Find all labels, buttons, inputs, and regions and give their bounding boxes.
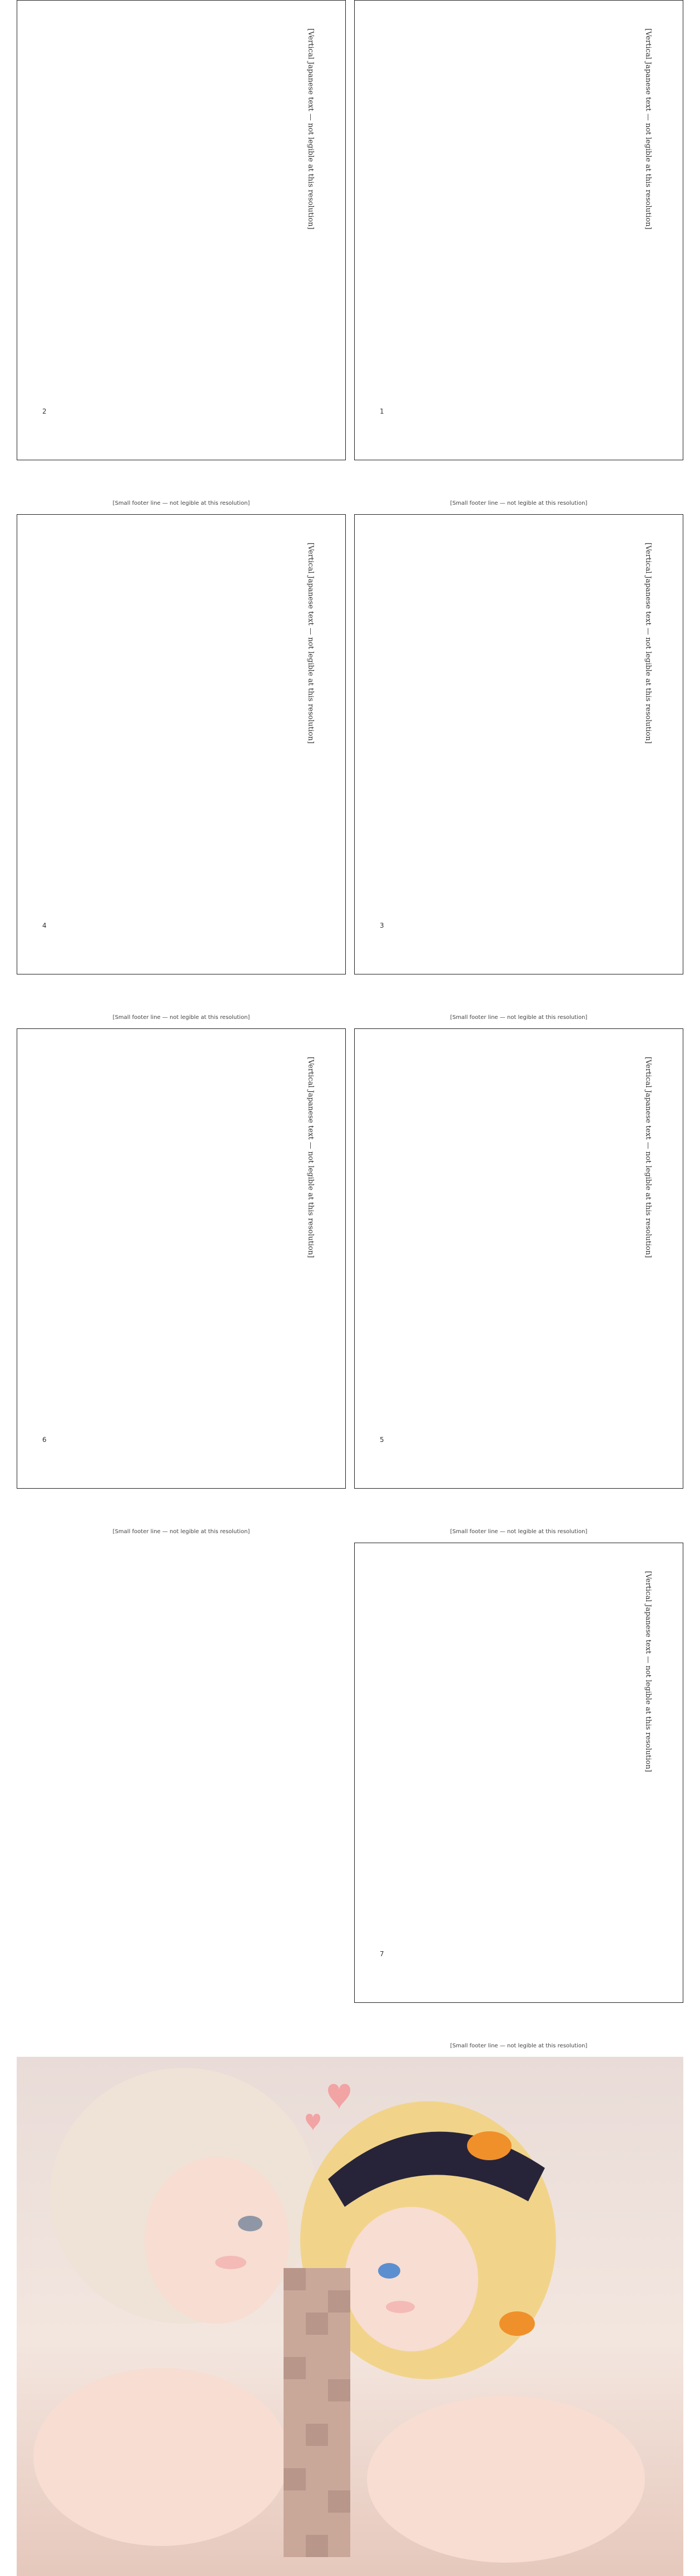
page-body-text: [Vertical Japanese text — not legible at this resolution]: [644, 543, 652, 744]
right-blush-shape: [386, 2301, 415, 2313]
page-footer: [Small footer line — not legible at this resolution]: [450, 1015, 588, 1021]
manuscript-page-4: [17, 514, 346, 974]
page-footer: [Small footer line — not legible at this resolution]: [450, 1529, 588, 1535]
right-eye-icon: [378, 2263, 400, 2279]
manuscript-page-6: [17, 1028, 346, 1489]
orange-bow-icon: [499, 2311, 535, 2336]
page-body-text: [Vertical Japanese text — not legible at this resolution]: [306, 543, 315, 744]
heart-icon: [306, 2114, 320, 2131]
character-illustration: [17, 2057, 683, 2576]
page-number: 1: [380, 407, 384, 415]
page-number: 7: [380, 1950, 384, 1958]
page-body-text: [Vertical Japanese text — not legible at this resolution]: [306, 1057, 315, 1258]
manuscript-page-2: [17, 0, 346, 460]
manuscript-page-7: [354, 1543, 683, 2003]
character-illustration-icon: [17, 2057, 683, 2576]
page-footer: [Small footer line — not legible at this resolution]: [450, 2043, 588, 2049]
manuscript-page-5: [354, 1028, 683, 1489]
left-blush-shape: [215, 2256, 246, 2269]
right-body-shape: [367, 2396, 645, 2563]
left-face-shape: [145, 2157, 289, 2324]
orange-bow-icon: [467, 2131, 512, 2160]
page-number: 2: [42, 407, 47, 415]
page-footer: [Small footer line — not legible at this resolution]: [450, 500, 588, 506]
page-number: 3: [380, 922, 384, 929]
page-body-text: [Vertical Japanese text — not legible at this resolution]: [644, 1057, 652, 1258]
manuscript-page-3: [354, 514, 683, 974]
page-number: 4: [42, 922, 47, 929]
right-face-shape: [345, 2207, 478, 2351]
manuscript-page-1: [354, 0, 683, 460]
page-number: 5: [380, 1436, 384, 1444]
page-footer: [Small footer line — not legible at this resolution]: [112, 1015, 250, 1021]
page-body-text: [Vertical Japanese text — not legible at this resolution]: [644, 1571, 652, 1772]
page-number: 6: [42, 1436, 47, 1444]
page-footer: [Small footer line — not legible at this resolution]: [112, 1529, 250, 1535]
left-body-shape: [33, 2368, 289, 2546]
page-footer: [Small footer line — not legible at this resolution]: [112, 500, 250, 506]
heart-icon: [328, 2084, 350, 2110]
page-body-text: [Vertical Japanese text — not legible at this resolution]: [306, 28, 315, 230]
page-body-text: [Vertical Japanese text — not legible at this resolution]: [644, 28, 652, 230]
left-eye-icon: [238, 2216, 262, 2231]
